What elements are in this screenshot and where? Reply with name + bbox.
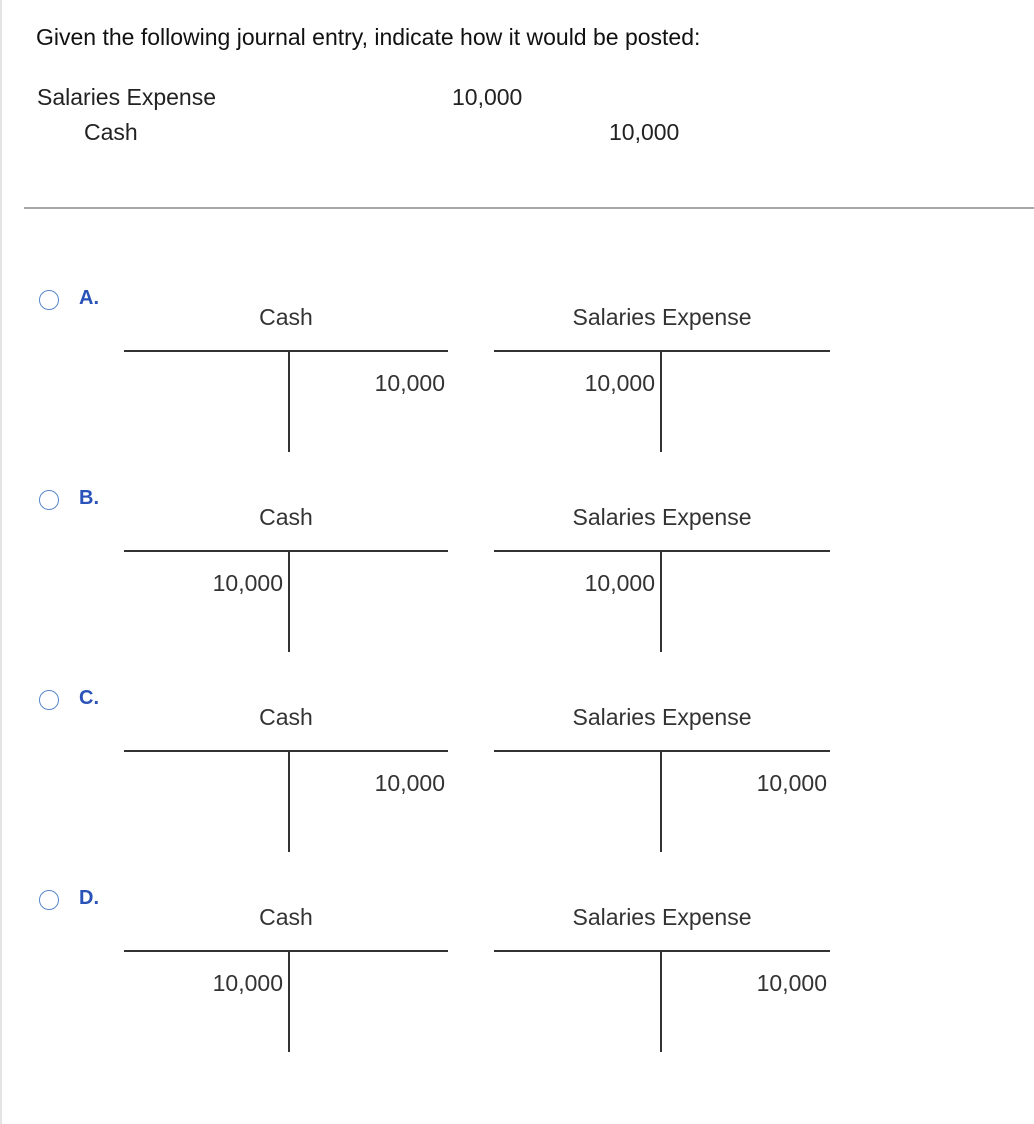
option-letter-d: D. (79, 887, 99, 909)
t-account-vertical-line (288, 350, 290, 452)
t-account-vertical-line (288, 550, 290, 652)
t-account-horizontal-line (494, 350, 830, 352)
cash-t-account-c (124, 704, 448, 866)
t-account-horizontal-line (494, 950, 830, 952)
t-account-horizontal-line (124, 950, 448, 952)
option-letter-a: A. (79, 287, 99, 309)
journal-credit-amount: 10,000 (609, 119, 680, 145)
cash-t-account-d (124, 904, 448, 1066)
answer-option-a[interactable] (0, 286, 1034, 466)
t-account-debit-value: 10,000 (212, 970, 283, 996)
t-account-title: Cash (259, 504, 313, 530)
t-account-title: Salaries Expense (572, 304, 752, 330)
radio-button-c[interactable] (39, 690, 59, 710)
radio-button-b[interactable] (39, 490, 59, 510)
t-account-title: Salaries Expense (572, 504, 752, 530)
salaries-expense-t-account-d (494, 904, 830, 1066)
t-account-debit-value: 10,000 (212, 570, 283, 596)
journal-debit-account: Salaries Expense (37, 84, 216, 110)
t-account-vertical-line (288, 950, 290, 1052)
question-text: Given the following journal entry, indicate how it would be posted: (36, 24, 701, 50)
option-letter-c: C. (79, 687, 99, 709)
cash-t-account-a (124, 304, 448, 466)
t-account-horizontal-line (124, 350, 448, 352)
salaries-expense-t-account-c (494, 704, 830, 866)
t-account-credit-value: 10,000 (756, 770, 827, 796)
t-account-vertical-line (660, 950, 662, 1052)
section-divider (24, 207, 1034, 209)
journal-credit-account: Cash (84, 119, 138, 145)
t-account-credit-value: 10,000 (756, 970, 827, 996)
t-account-vertical-line (660, 550, 662, 652)
t-account-credit-value: 10,000 (374, 770, 445, 796)
salaries-expense-t-account-a (494, 304, 830, 466)
t-account-title: Salaries Expense (572, 904, 752, 930)
option-letter-b: B. (79, 487, 99, 509)
t-account-debit-value: 10,000 (584, 570, 655, 596)
radio-button-d[interactable] (39, 890, 59, 910)
t-account-title: Cash (259, 304, 313, 330)
t-account-title: Salaries Expense (572, 704, 752, 730)
t-account-vertical-line (660, 350, 662, 452)
answer-option-b[interactable] (0, 486, 1034, 666)
t-account-horizontal-line (124, 750, 448, 752)
salaries-expense-t-account-b (494, 504, 830, 666)
cash-t-account-b (124, 504, 448, 666)
answer-option-d[interactable] (0, 886, 1034, 1066)
answer-option-c[interactable] (0, 686, 1034, 866)
t-account-horizontal-line (494, 750, 830, 752)
t-account-title: Cash (259, 704, 313, 730)
t-account-horizontal-line (124, 550, 448, 552)
t-account-debit-value: 10,000 (584, 370, 655, 396)
journal-debit-amount: 10,000 (452, 84, 523, 110)
t-account-credit-value: 10,000 (374, 370, 445, 396)
t-account-vertical-line (288, 750, 290, 852)
t-account-horizontal-line (494, 550, 830, 552)
radio-button-a[interactable] (39, 290, 59, 310)
t-account-title: Cash (259, 904, 313, 930)
t-account-vertical-line (660, 750, 662, 852)
